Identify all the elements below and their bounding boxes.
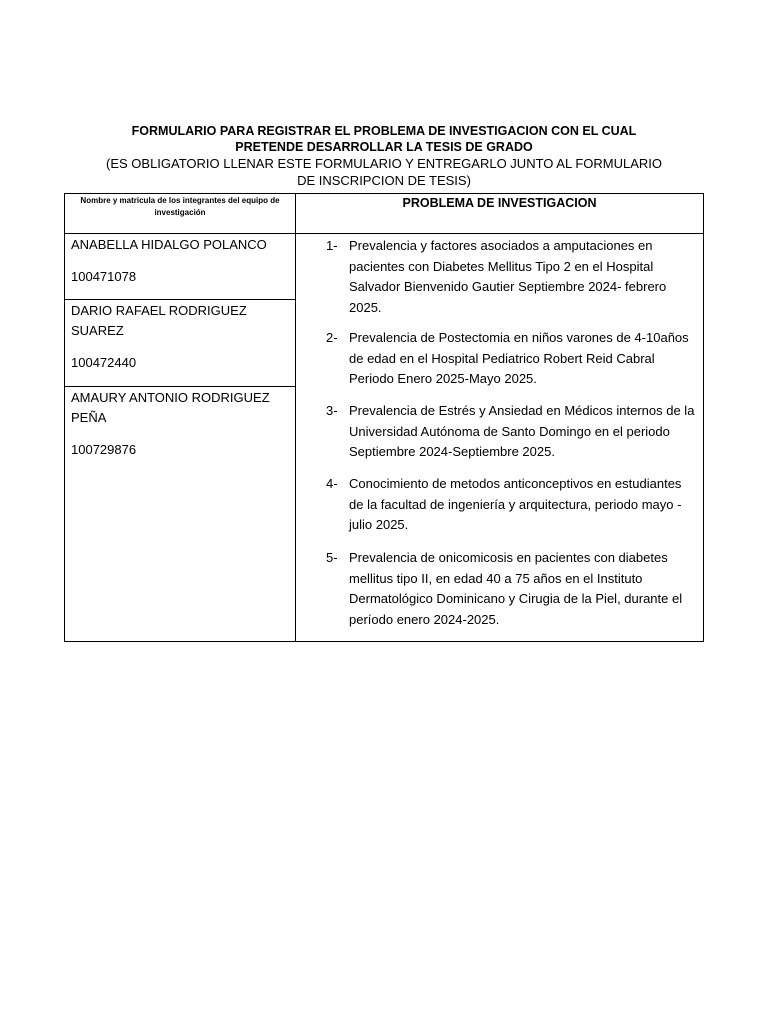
problem-item [326,401,695,463]
member-entry [65,300,295,387]
member-id: 100471078 [71,269,137,284]
instruction-line-2: DE INSCRIPCION DE TESIS) [297,173,471,188]
member-id: 100472440 [71,355,137,370]
member-id: 100729876 [71,442,137,457]
problem-number: 1- [326,238,338,253]
problems-column-header: PROBLEMA DE INVESTIGACION [296,194,703,234]
form-title-block [64,123,704,189]
problem-item [326,548,695,630]
member-entry [65,387,295,460]
member-name: AMAURY ANTONIO RODRIGUEZ PEÑA [71,390,270,425]
problem-text: Prevalencia de Estrés y Ansiedad en Médicos internos de la Universidad Autónoma de Santo Domingo en el periodo Septiembre 2024-Septiembre 2025. [349,403,695,459]
member-name: DARIO RAFAEL RODRIGUEZ SUAREZ [71,303,247,338]
problems-column [296,194,703,641]
instruction-line-1: (ES OBLIGATORIO LLENAR ESTE FORMULARIO Y ENTREGARLO JUNTO AL FORMULARIO [106,156,662,171]
problem-item [326,328,695,390]
problem-number: 4- [326,476,338,491]
problem-text: Conocimiento de metodos anticonceptivos en estudiantes de la facultad de ingeniería y arquitectura, periodo mayo - julio 2025. [349,476,682,532]
members-column [65,194,296,641]
problem-text: Prevalencia de Postectomia en niños varones de 4-10años de edad en el Hospital Pediatrico Robert Reid Cabral Periodo Enero 2025-Mayo 2025. [349,330,689,386]
problem-text: Prevalencia y factores asociados a amputaciones en pacientes con Diabetes Mellitus Tipo 2 en el Hospital Salvador Bienvenido Gautier Septiembre 2024- febrero 2025. [349,238,667,315]
member-entry [65,234,295,300]
problem-item [326,474,695,536]
problem-item [326,236,695,318]
members-column-header: Nombre y matricula de los integrantes del equipo de investigación [65,194,295,234]
title-line-2: PRETENDE DESARROLLAR LA TESIS DE GRADO [235,140,533,154]
registration-table [64,193,704,642]
problem-number: 2- [326,330,338,345]
problem-text: Prevalencia de onicomicosis en pacientes con diabetes mellitus tipo II, en edad 40 a 75 años en el Instituto Dermatológico Dominicano y Cirugia de la Piel, durante el período enero 2024-2025. [349,550,683,627]
problem-number: 5- [326,550,338,565]
title-line-1: FORMULARIO PARA REGISTRAR EL PROBLEMA DE INVESTIGACION CON EL CUAL [131,124,637,138]
member-name: ANABELLA HIDALGO POLANCO [71,237,267,252]
problem-number: 3- [326,403,338,418]
